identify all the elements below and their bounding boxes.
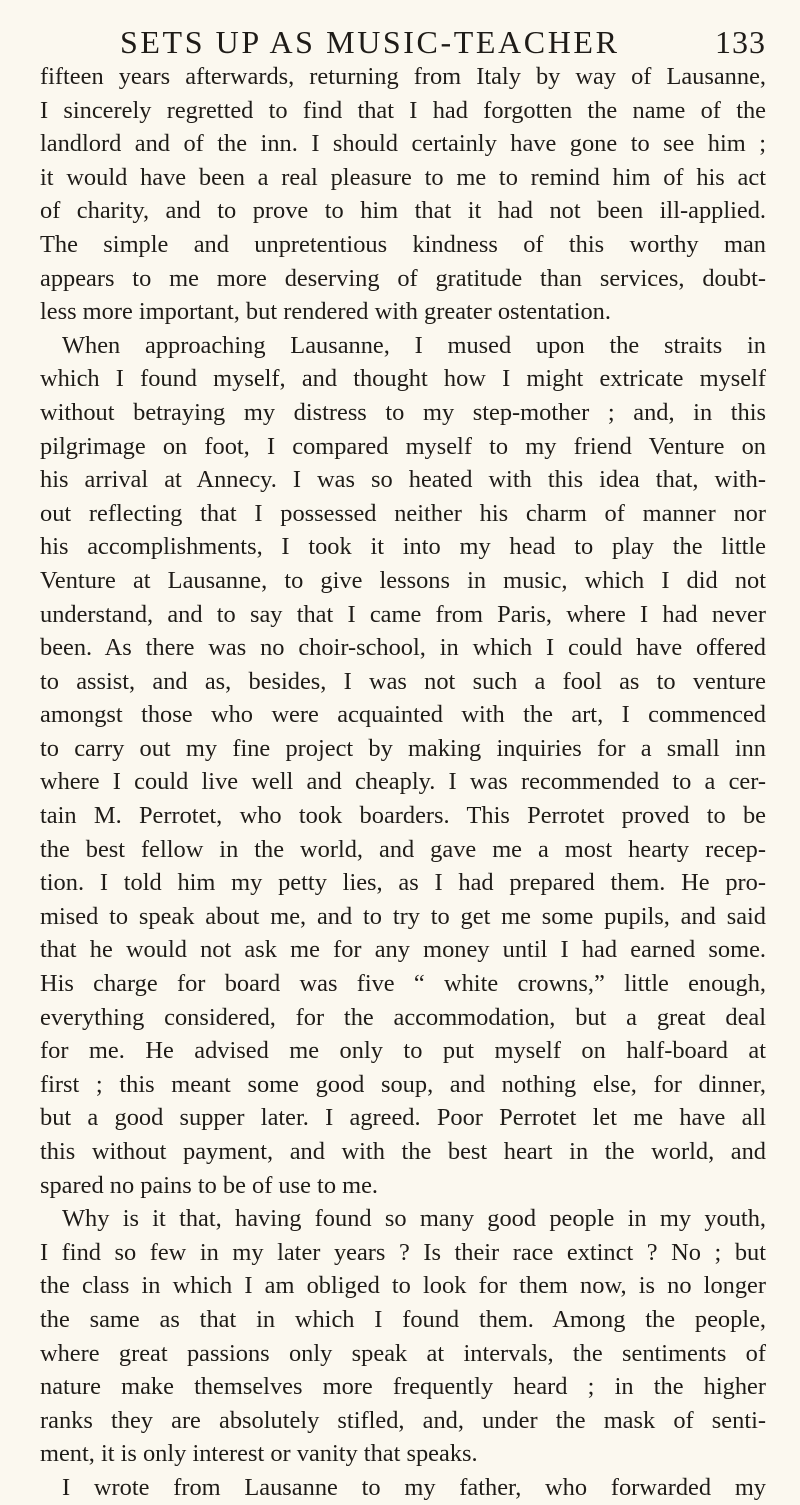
text-line: to carry out my fine project by making inquiries for a small inn [40,734,766,762]
text-line: it would have been a real pleasure to me to remind him of his act [40,163,766,191]
text-line: of charity, and to prove to him that it had not been ill-applied. [40,197,766,225]
text-line: The simple and unpretentious kindness of this worthy man [40,230,766,258]
text-line: which I found myself, and thought how I might extricate myself [40,365,766,393]
book-page [40,0,766,1501]
text-line: tion. I told him my petty lies, as I had prepared them. He pro- [40,869,766,897]
text-line: landlord and of the inn. I should certainly have gone to see him ; [40,130,766,158]
page-number: 133 [715,24,766,60]
running-title: SETS UP AS MUSIC-TEACHER [120,24,620,60]
text-line: His charge for board was five “ white crowns,” little enough, [40,970,766,998]
text-line: this without payment, and with the best heart in the world, and [40,1138,766,1165]
text-line: been. As there was no choir-school, in which I could have offered [40,634,766,662]
text-line: where I could live well and cheaply. I was recommended to a cer- [40,768,766,796]
text-line: without betraying my distress to my step-mother ; and, in this [40,398,766,426]
text-line: his accomplishments, I took it into my head to play the little [40,533,766,561]
text-line: less more important, but rendered with greater ostentation. [40,298,611,326]
text-line: Why is it that, having found so many good people in my youth, [62,1205,766,1233]
text-line: fifteen years afterwards, returning from Italy by way of Lausanne, [40,63,766,90]
text-line: everything considered, for the accommodation, but a great deal [40,1003,766,1031]
text-line: the same as that in which I found them. Among the people, [40,1305,766,1333]
text-line: spared no pains to be of use to me. [40,1171,379,1199]
text-line: mised to speak about me, and to try to get me some pupils, and said [40,902,766,930]
text-line: tain M. Perrotet, who took boarders. This Perrotet proved to be [40,802,766,830]
text-line: pilgrimage on foot, I compared myself to my friend Venture on [40,432,766,460]
text-line: appears to me more deserving of gratitude than services, doubt- [40,264,766,292]
text-line: nature make themselves more frequently heard ; in the higher [40,1373,766,1401]
running-head [40,22,766,62]
text-line: I wrote from Lausanne to my father, who forwarded my [62,1473,766,1501]
text-line: the best fellow in the world, and gave me a most hearty recep- [40,835,766,863]
text-line: his arrival at Annecy. I was so heated with this idea that, with- [40,466,766,494]
text-line: ment, it is only interest or vanity that speaks. [40,1440,478,1468]
text-line: understand, and to say that I came from Paris, where I had never [40,600,766,628]
text-line: ranks they are absolutely stifled, and, under the mask of senti- [40,1406,766,1434]
text-line: but a good supper later. I agreed. Poor Perrotet let me have all [40,1104,766,1132]
text-line: first ; this meant some good soup, and nothing else, for dinner, [40,1070,766,1098]
body-text [40,60,766,1505]
text-line: out reflecting that I possessed neither his charm of manner nor [40,499,766,527]
text-line: Venture at Lausanne, to give lessons in music, which I did not [40,566,766,594]
text-line: for me. He advised me only to put myself on half-board at [40,1037,766,1065]
text-line: I find so few in my later years ? Is their race extinct ? No ; but [40,1238,766,1266]
text-line: where great passions only speak at intervals, the sentiments of [40,1339,766,1367]
text-line: to assist, and as, besides, I was not such a fool as to venture [40,667,766,695]
text-line: that he would not ask me for any money until I had earned some. [40,936,766,964]
text-line: amongst those who were acquainted with the art, I commenced [40,701,766,729]
text-line: When approaching Lausanne, I mused upon the straits in [62,331,766,359]
text-line: the class in which I am obliged to look for them now, is no longer [40,1272,766,1300]
text-line: I sincerely regretted to find that I had forgotten the name of the [40,96,766,124]
